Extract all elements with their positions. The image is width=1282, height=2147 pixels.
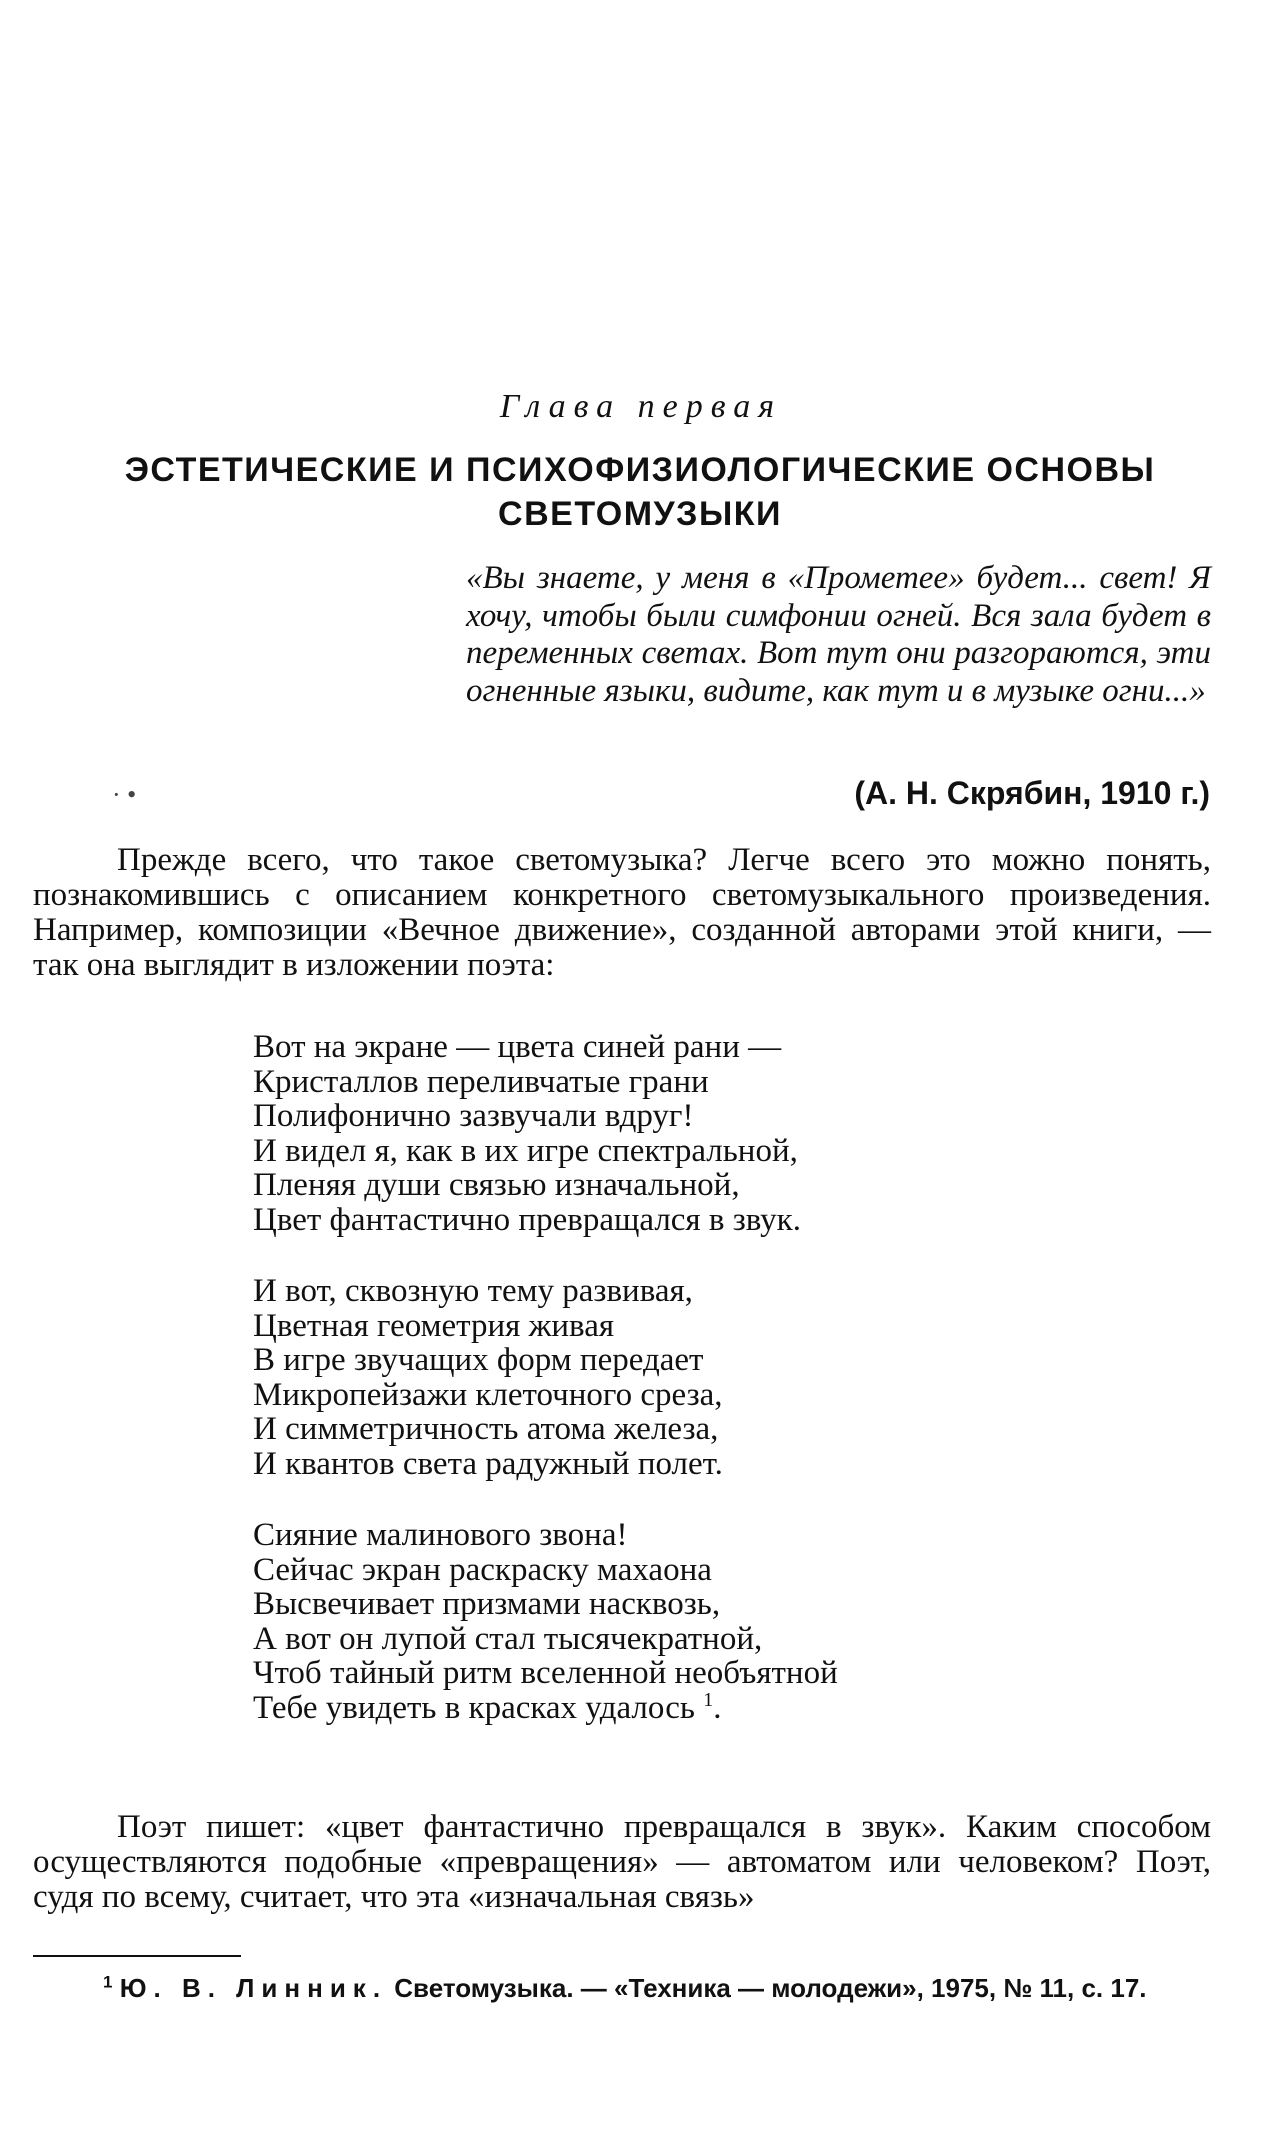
poem-line: Пленяя души связью изначальной, bbox=[253, 1167, 740, 1203]
footnote-author: Ю. В. Линник. bbox=[119, 1973, 388, 2003]
poem-line-text: Тебе увидеть в красках удалось bbox=[253, 1689, 695, 1726]
epigraph-attribution: (А. Н. Скрябин, 1910 г.) bbox=[854, 775, 1210, 811]
poem-line: В игре звучащих форм передает bbox=[253, 1342, 704, 1378]
poem-line: Высвечивает призмами насквозь, bbox=[253, 1586, 721, 1622]
body-paragraph-1: Прежде всего, что такое светомузыка? Легче всего это можно понять, познакомившись с описанием конкретного светомузыкального произведения. Например, композиции «Вечное движение», созданной авторами этой книги, — так она выглядит в изложении поэта: bbox=[33, 842, 1211, 983]
poem-line-last bbox=[253, 1688, 1013, 1726]
footnote-text: Светомузыка. — «Техника — молодежи», 1975, № 11, с. 17. bbox=[394, 1973, 1147, 2003]
poem-line: Чтоб тайный ритм вселенной необъятной bbox=[253, 1655, 838, 1691]
poem-line: Вот на экране — цвета синей рани — bbox=[253, 1029, 782, 1065]
poem-line: И видел я, как в их игре спектральной, bbox=[253, 1132, 798, 1169]
poem-stanza-3 bbox=[253, 1518, 1013, 1725]
poem-line: И симметричность атома железа, bbox=[253, 1411, 719, 1447]
poem-line: И вот, сквозную тему развивая, bbox=[253, 1273, 693, 1309]
chapter-label: Глава первая bbox=[499, 388, 783, 425]
poem-line: Кристаллов переливчатые грани bbox=[253, 1063, 709, 1100]
footnote-divider bbox=[33, 1955, 241, 1957]
poem-line: Полифонично зазвучали вдруг! bbox=[253, 1098, 694, 1134]
epigraph-quote: «Вы знаете, у меня в «Прометее» будет... свет! Я хочу, чтобы были симфонии огней. Вся зала будет в переменных светах. Вот тут они разгораются, эти огненные языки, видите, как тут и в музыке огни...» bbox=[466, 560, 1211, 709]
poem-line-end: . bbox=[713, 1689, 722, 1726]
poem-line: Сияние малинового звона! bbox=[253, 1517, 628, 1553]
poem-line: А вот он лупой стал тысячекратной, bbox=[253, 1620, 763, 1657]
chapter-title-line-2: СВЕТОМУЗЫКИ bbox=[498, 495, 782, 533]
poem-stanza-1 bbox=[253, 1030, 1013, 1237]
chapter-title bbox=[70, 448, 1210, 536]
chapter-title-line-1: ЭСТЕТИЧЕСКИЕ И ПСИХОФИЗИОЛОГИЧЕСКИЕ ОСНОВЫ bbox=[124, 451, 1156, 489]
body-paragraph-2: Поэт пишет: «цвет фантастично превращался в звук». Каким способом осуществляются подобные «превращения» — автоматом или человеком? Поэт, судя по всему, считает, что эта «изначальная связь» bbox=[33, 1809, 1211, 1915]
footnote-number: 1 bbox=[103, 1972, 113, 1992]
footnote-reference: 1 bbox=[703, 1688, 714, 1711]
poem-stanza-2 bbox=[253, 1274, 1013, 1481]
footnote bbox=[33, 1970, 1211, 2006]
poem-line: Сейчас экран раскраску махаона bbox=[253, 1551, 712, 1588]
stray-print-mark: · • bbox=[112, 780, 137, 809]
poem-line: Микропейзажи клеточного среза, bbox=[253, 1376, 723, 1413]
poem-line: Цветная геометрия живая bbox=[253, 1307, 615, 1344]
poem-line: И квантов света радужный полет. bbox=[253, 1445, 723, 1482]
poem-line: Цвет фантастично превращался в звук. bbox=[253, 1201, 801, 1238]
